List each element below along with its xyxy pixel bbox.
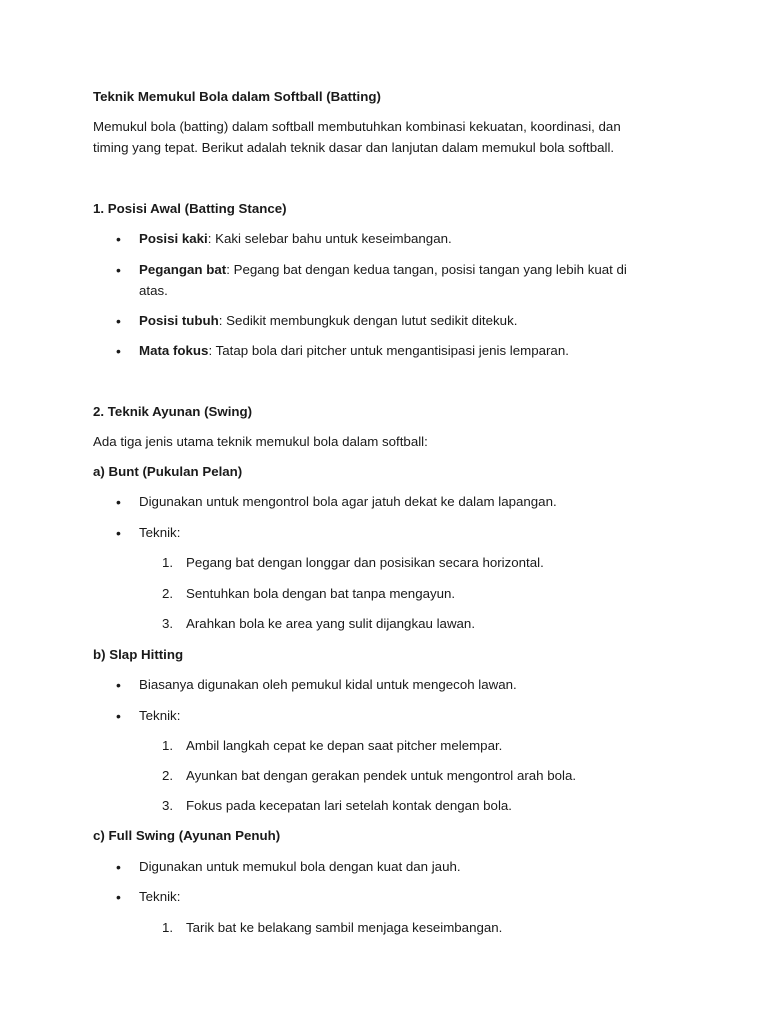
bullet-marker: • (116, 262, 121, 278)
bullet-marker: • (116, 889, 121, 905)
step-number: 1. (162, 920, 174, 935)
intro-paragraph-line-1: Memukul bola (batting) dalam softball membutuhkan kombinasi kekuatan, koordinasi, dan (93, 119, 621, 134)
list-item: Teknik: (139, 889, 181, 904)
bullet-marker: • (116, 313, 121, 329)
step-number: 3. (162, 798, 174, 813)
bunt-heading: a) Bunt (Pukulan Pelan) (93, 464, 243, 479)
list-item: Digunakan untuk mengontrol bola agar jatuh dekat ke dalam lapangan. (139, 494, 557, 509)
section-2-heading: 2. Teknik Ayunan (Swing) (93, 404, 253, 419)
item-text: : Tatap bola dari pitcher untuk mengantisipasi jenis lemparan. (208, 343, 569, 358)
list-item (139, 230, 452, 248)
step-number: 2. (162, 768, 174, 783)
item-label: Posisi kaki (139, 231, 208, 246)
list-item: Digunakan untuk memukul bola dengan kuat dan jauh. (139, 859, 461, 874)
bullet-marker: • (116, 708, 121, 724)
list-item (139, 342, 569, 360)
slap-hitting-heading: b) Slap Hitting (93, 647, 184, 662)
bullet-marker: • (116, 231, 121, 247)
item-text: : Sedikit membungkuk dengan lutut sedikit ditekuk. (218, 313, 518, 328)
step-text: Sentuhkan bola dengan bat tanpa mengayun. (186, 586, 456, 601)
bullet-marker: • (116, 343, 121, 359)
item-text: : Pegang bat dengan kedua tangan, posisi tangan yang lebih kuat di (226, 262, 627, 277)
step-text: Pegang bat dengan longgar dan posisikan secara horizontal. (186, 555, 544, 570)
item-text: : Kaki selebar bahu untuk keseimbangan. (207, 231, 452, 246)
list-item (139, 312, 517, 330)
step-text: Tarik bat ke belakang sambil menjaga keseimbangan. (186, 920, 503, 935)
step-number: 2. (162, 586, 174, 601)
section-2-intro: Ada tiga jenis utama teknik memukul bola dalam softball: (93, 434, 428, 449)
intro-paragraph-line-2: timing yang tepat. Berikut adalah teknik dasar dan lanjutan dalam memukul bola softball. (93, 140, 615, 155)
document-title: Teknik Memukul Bola dalam Softball (Batting) (93, 89, 381, 104)
bullet-marker: • (116, 677, 121, 693)
bullet-marker: • (116, 494, 121, 510)
list-item: Biasanya digunakan oleh pemukul kidal untuk mengecoh lawan. (139, 677, 517, 692)
step-number: 1. (162, 738, 174, 753)
list-item: Teknik: (139, 708, 181, 723)
item-label: Pegangan bat (139, 262, 227, 277)
bullet-marker: • (116, 525, 121, 541)
item-label: Mata fokus (139, 343, 209, 358)
step-number: 3. (162, 616, 174, 631)
step-text: Ambil langkah cepat ke depan saat pitcher melempar. (186, 738, 503, 753)
list-item (139, 261, 627, 279)
full-swing-heading: c) Full Swing (Ayunan Penuh) (93, 828, 281, 843)
item-label: Posisi tubuh (139, 313, 219, 328)
step-text: Fokus pada kecepatan lari setelah kontak dengan bola. (186, 798, 513, 813)
step-text: Arahkan bola ke area yang sulit dijangkau lawan. (186, 616, 476, 631)
step-text: Ayunkan bat dengan gerakan pendek untuk mengontrol arah bola. (186, 768, 577, 783)
step-number: 1. (162, 555, 174, 570)
item-text-continued: atas. (139, 283, 168, 298)
section-1-heading: 1. Posisi Awal (Batting Stance) (93, 201, 287, 216)
list-item: Teknik: (139, 525, 181, 540)
bullet-marker: • (116, 859, 121, 875)
